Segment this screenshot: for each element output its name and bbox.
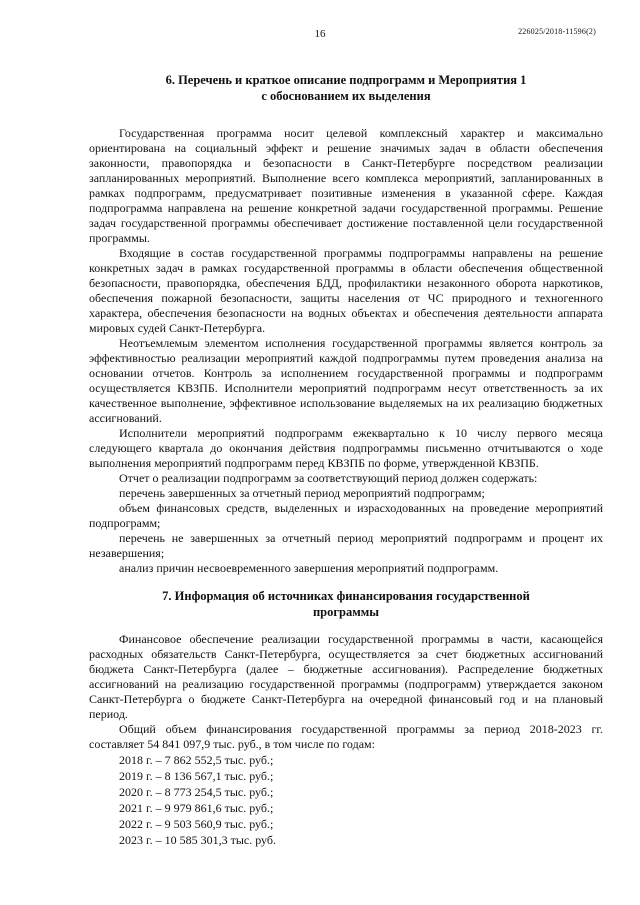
section-6-paragraph-1: Государственная программа носит целевой комплексный характер и максимально ориентирована на социальный эффект и решение значимых задач в области обеспечения законности, правопорядка и безопасности в Санкт-Петербурге посредством реализации запланированных мероприятий. Выполнение всего комплекса мероприятий, запланированных в рамках подпрограмм, предусматривает позитивные изменения в указанной сфере. Каждая подпрограмма направлена на решение конкретной задачи государственной программы. Решение задач государственной программы обеспечивает достижение поставленной цели государственной программы. <box>89 126 603 245</box>
section-6-title-line-1: 6. Перечень и краткое описание подпрограмм и Мероприятия 1 <box>165 73 527 87</box>
section-6-paragraph-2: Входящие в состав государственной программы подпрограммы направлены на решение конкретных задач в рамках государственной программы в области обеспечения общественной безопасности, правопорядка, обеспечения БДД, профилактики незаконного оборота наркотиков, обеспечения пожарной безопасности, защиты населения от ЧС природного и техногенного характера, обеспечения безопасности на водных объектах и обеспечения деятельности аппарата мировых судей Санкт-Петербурга. <box>89 246 603 335</box>
funding-year-item: 2020 г. – 8 773 254,5 тыс. руб.; <box>119 785 274 799</box>
section-7-paragraph-2: Общий объем финансирования государственной программы за период 2018-2023 гг. составляет 54 841 097,9 тыс. руб., в том числе по годам: <box>89 722 603 751</box>
section-6-paragraph-5: Отчет о реализации подпрограмм за соответствующий период должен содержать: <box>119 471 538 485</box>
section-7-title-line-2: программы <box>312 605 380 619</box>
page-content <box>89 72 603 848</box>
section-7-title-line-1: 7. Информация об источниках финансирования государственной <box>162 589 530 603</box>
section-6-paragraph-6: перечень завершенных за отчетный период мероприятий подпрограмм; <box>119 486 485 500</box>
funding-year-item: 2022 г. – 9 503 560,9 тыс. руб.; <box>119 817 274 831</box>
section-6-title-line-2: с обоснованием их выделения <box>261 89 431 103</box>
funding-year-item: 2019 г. – 8 136 567,1 тыс. руб.; <box>119 769 274 783</box>
section-7-heading <box>89 588 603 620</box>
section-6-paragraph-4: Исполнители мероприятий подпрограмм ежеквартально к 10 числу первого месяца следующего квартала до окончания действия подпрограммы письменно отчитываются о ходе выполнения мероприятий подпрограмм перед КВЗПБ по форме, утвержденной КВЗПБ. <box>89 426 603 470</box>
document-id: 226025/2018-11596(2) <box>518 27 596 36</box>
funding-by-year-list <box>89 752 603 848</box>
section-6-paragraph-3: Неотъемлемым элементом исполнения государственной программы является контроль за эффективностью реализации мероприятий каждой подпрограммы путем проведения анализа на основании отчетов. Контроль за исполнением государственной программы и подпрограмм осуществляется КВЗПБ. Исполнители мероприятий подпрограмм несут ответственность за их качественное выполнение, эффективное использование выделяемых на их реализацию бюджетных ассигнований. <box>89 336 603 425</box>
funding-year-item: 2021 г. – 9 979 861,6 тыс. руб.; <box>119 801 274 815</box>
page-number: 16 <box>314 28 326 40</box>
funding-year-item: 2018 г. – 7 862 552,5 тыс. руб.; <box>119 753 274 767</box>
section-7-paragraph-1: Финансовое обеспечение реализации государственной программы в части, касающейся расходных обязательств Санкт-Петербурга, осуществляется за счет бюджетных ассигнований бюджета Санкт-Петербурга (далее – бюджетные ассигнования). Распределение бюджетных ассигнований на реализацию государственной программы (подпрограмм) утверждается законом Санкт-Петербурга о бюджете Санкт-Петербурга на очередной финансовый год и на плановый период. <box>89 632 603 721</box>
section-6-paragraph-9: анализ причин несвоевременного завершения мероприятий подпрограмм. <box>119 561 499 575</box>
funding-year-item: 2023 г. – 10 585 301,3 тыс. руб. <box>119 833 276 847</box>
section-6-heading <box>89 72 603 104</box>
section-6-paragraph-7: объем финансовых средств, выделенных и израсходованных на проведение мероприятий подпрограмм; <box>89 501 603 530</box>
section-6-paragraph-8: перечень не завершенных за отчетный период мероприятий подпрограмм и процент их незавершения; <box>89 531 603 560</box>
